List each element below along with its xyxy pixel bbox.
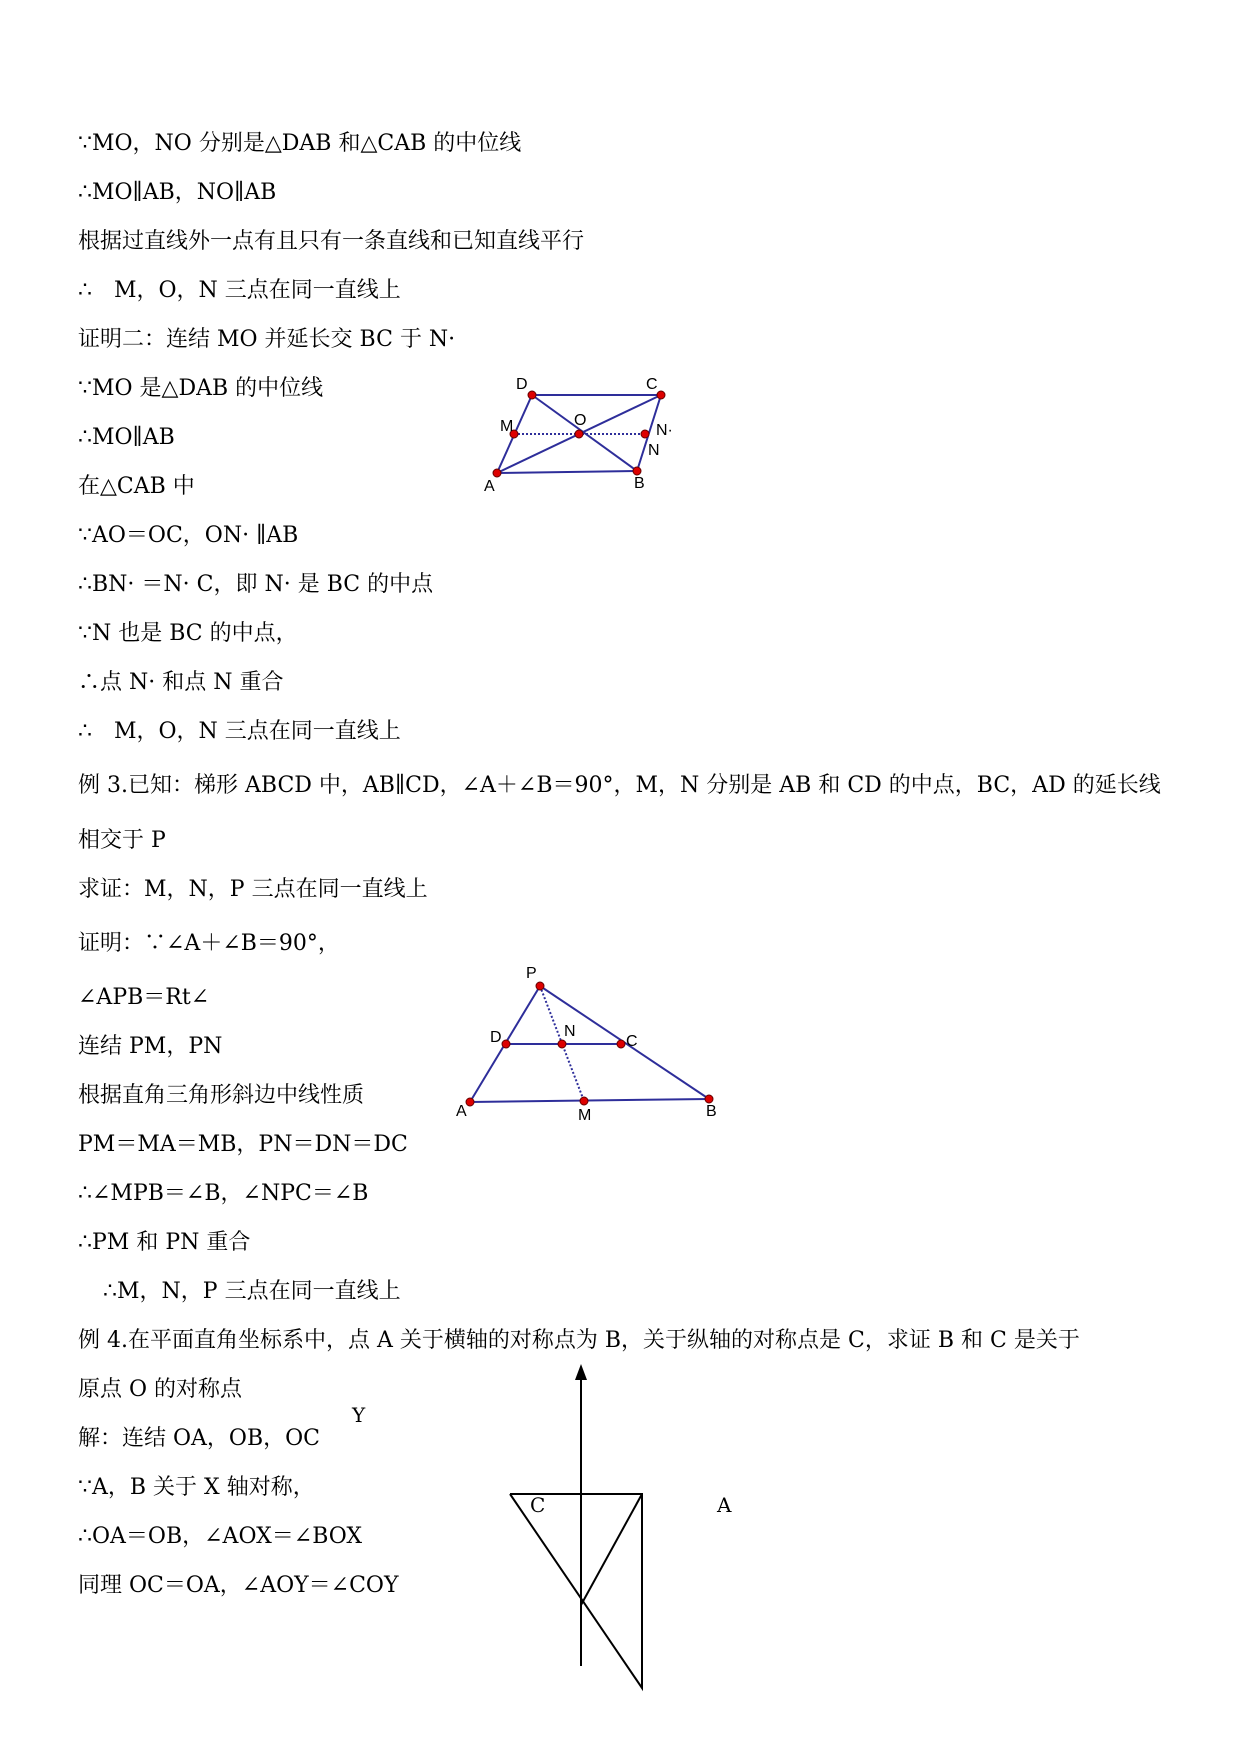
label-c: C (530, 1493, 546, 1517)
y-axis-arrow-icon (575, 1364, 587, 1380)
point-d (502, 1040, 510, 1048)
text-line-30: 同理 OC＝OA，∠AOY＝∠COY (78, 1573, 399, 1598)
text-line-23: ∴PM 和 PN 重合 (78, 1230, 251, 1255)
text-line-4: ∴ M，O，N 三点在同一直线上 (78, 278, 401, 303)
label-a: A (456, 1103, 467, 1120)
text-line-9: ∵AO＝OC，ON· ∥AB (78, 523, 299, 548)
text-line-20: 根据直角三角形斜边中线性质 (78, 1083, 365, 1108)
point-d (528, 391, 536, 399)
trapezoid-figure (440, 960, 720, 1140)
text-line-19: 连结 PM，PN (78, 1034, 223, 1059)
point-c (657, 391, 665, 399)
point-m (580, 1097, 588, 1105)
point-a (466, 1098, 474, 1106)
label-a: A (717, 1493, 732, 1517)
label-n-prime: N· (656, 422, 673, 439)
text-line-3: 根据过直线外一点有且只有一条直线和已知直线平行 (78, 229, 585, 254)
label-n: N (564, 1023, 576, 1040)
parallelogram-figure (480, 375, 700, 495)
coordinate-figure (340, 1360, 760, 1710)
label-a: A (484, 478, 495, 495)
label-m: M (500, 418, 514, 435)
text-line-17: 证明：∵∠A＋∠B＝90°， (78, 931, 340, 956)
label-y: Y (352, 1403, 366, 1427)
label-c: C (646, 376, 658, 393)
label-b: B (634, 475, 645, 492)
label-p: P (526, 965, 537, 982)
text-line-6: ∵MO 是△DAB 的中位线 (78, 376, 324, 401)
text-line-8: 在△CAB 中 (78, 474, 195, 499)
label-c: C (626, 1033, 638, 1050)
text-line-24: ∴M，N，P 三点在同一直线上 (103, 1279, 401, 1304)
text-line-1: ∵MO，NO 分别是△DAB 和△CAB 的中位线 (78, 131, 522, 156)
label-d: D (490, 1029, 502, 1046)
text-line-22: ∴∠MPB＝∠B，∠NPC＝∠B (78, 1181, 369, 1206)
text-line-29: ∴OA＝OB，∠AOX＝∠BOX (78, 1524, 363, 1549)
text-line-5: 证明二：连结 MO 并延长交 BC 于 N· (78, 327, 456, 352)
label-d: D (516, 376, 528, 393)
text-line-21: PM＝MA＝MB，PN＝DN＝DC (78, 1132, 408, 1157)
label-m: M (578, 1107, 592, 1124)
point-b (633, 467, 641, 475)
label-o: O (574, 412, 587, 429)
triangle-lines (510, 1494, 642, 1688)
text-line-7: ∴MO∥AB (78, 425, 175, 450)
text-line-27: 解：连结 OA，OB，OC (78, 1426, 320, 1451)
point-o (575, 430, 583, 438)
text-line-10: ∴BN· ＝N· C，即 N· 是 BC 的中点 (78, 572, 434, 597)
text-line-18: ∠APB＝Rt∠ (78, 985, 210, 1010)
point-b (705, 1095, 713, 1103)
segment-ab (470, 1099, 709, 1102)
point-n (558, 1040, 566, 1048)
text-line-15: 相交于 P (78, 828, 166, 853)
text-line-2: ∴MO∥AB，NO∥AB (78, 180, 277, 205)
text-line-28: ∵A，B 关于 X 轴对称， (78, 1475, 315, 1500)
label-n: N (648, 442, 660, 459)
text-line-25: 例 4.在平面直角坐标系中，点 A 关于横轴的对称点为 B，关于纵轴的对称点是 C，求证 B 和 C 是关于 (78, 1328, 1080, 1353)
point-n-prime (641, 430, 649, 438)
text-line-13: ∴ M，O，N 三点在同一直线上 (78, 719, 401, 744)
text-line-14: 例 3.已知：梯形 ABCD 中，AB∥CD，∠A＋∠B＝90°，M，N 分别是 AB 和 CD 的中点，BC，AD 的延长线 (78, 773, 1161, 798)
point-a (493, 469, 501, 477)
line-a-to-origin (581, 1494, 642, 1605)
point-c (617, 1040, 625, 1048)
label-b: B (706, 1103, 717, 1120)
text-line-26: 原点 O 的对称点 (78, 1377, 243, 1402)
point-p (536, 982, 544, 990)
text-line-11: ∵N 也是 BC 的中点， (78, 621, 298, 646)
text-line-16: 求证：M，N，P 三点在同一直线上 (78, 877, 428, 902)
text-line-12: ∴点 N· 和点 N 重合 (78, 670, 284, 695)
